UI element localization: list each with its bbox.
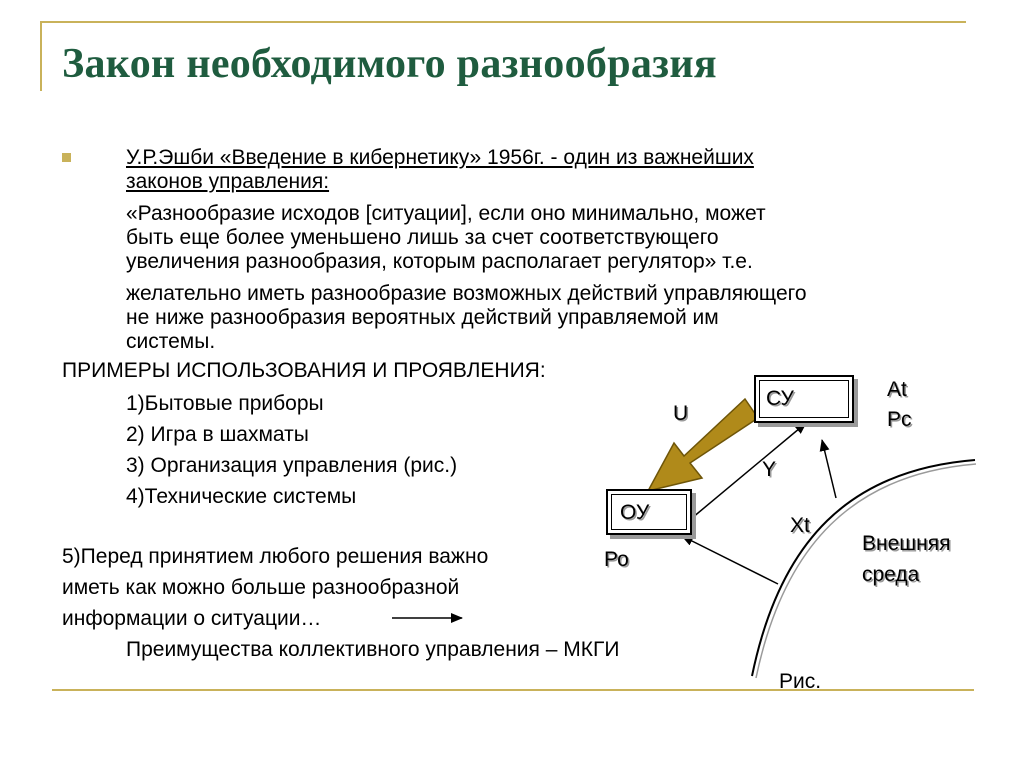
y-label: Y: [762, 458, 777, 481]
env-label-line-1: Внешняя: [862, 532, 951, 555]
point5-line-3: информации о ситуации…: [62, 607, 322, 630]
examples-heading: ПРИМЕРЫ ИСПОЛЬЗОВАНИЯ И ПРОЯВЛЕНИЯ:: [62, 359, 546, 382]
quote-line-1: «Разнообразие исходов [ситуации], если оно минимально, может: [126, 202, 766, 225]
su-label: СУ: [766, 387, 794, 410]
quote-line-3: увеличения разнообразия, которым располагает регулятор» т.е.: [126, 250, 753, 273]
slide-title: Закон необходимого разнообразия: [62, 41, 717, 87]
ou-label: ОУ: [620, 501, 650, 524]
env-label-line-2: среда: [862, 563, 920, 586]
su-box: [754, 375, 854, 423]
example-item-1: 1)Бытовые приборы: [126, 392, 324, 415]
point5-result: Преимущества коллективного управления – МКГИ: [126, 638, 620, 661]
bullet-line-2: законов управления:: [126, 170, 330, 193]
example-item-2: 2) Игра в шахматы: [126, 423, 309, 446]
u-label: U: [673, 402, 689, 425]
rc-label: Рс: [887, 408, 912, 431]
example-item-4: 4)Технические системы: [126, 485, 357, 508]
point5-line-1: 5)Перед принятием любого решения важно: [62, 545, 489, 568]
ou-box: [606, 489, 692, 535]
bullet-line-1: У.Р.Эшби «Введение в кибернетику» 1956г. - один из важнейших: [126, 146, 754, 169]
conclusion-line-1: желательно иметь разнообразие возможных действий управляющего: [126, 282, 807, 305]
figure-caption: Рис.: [779, 670, 822, 693]
conclusion-line-3: системы.: [126, 330, 216, 353]
xt-label: Xt: [790, 514, 810, 537]
quote-line-2: быть еще более уменьшено лишь за счет соответствующего: [126, 226, 719, 249]
at-label: At: [887, 378, 907, 401]
xt-disturbance-arrow: [682, 536, 778, 584]
example-item-3: 3) Организация управления (рис.): [126, 454, 458, 477]
at-influence-arrow: [822, 440, 836, 498]
conclusion-line-2: не ниже разнообразия вероятных действий управляемой им: [126, 306, 719, 329]
point5-line-2: иметь как можно больше разнообразной: [62, 576, 460, 599]
ro-label: Ро: [604, 548, 629, 571]
